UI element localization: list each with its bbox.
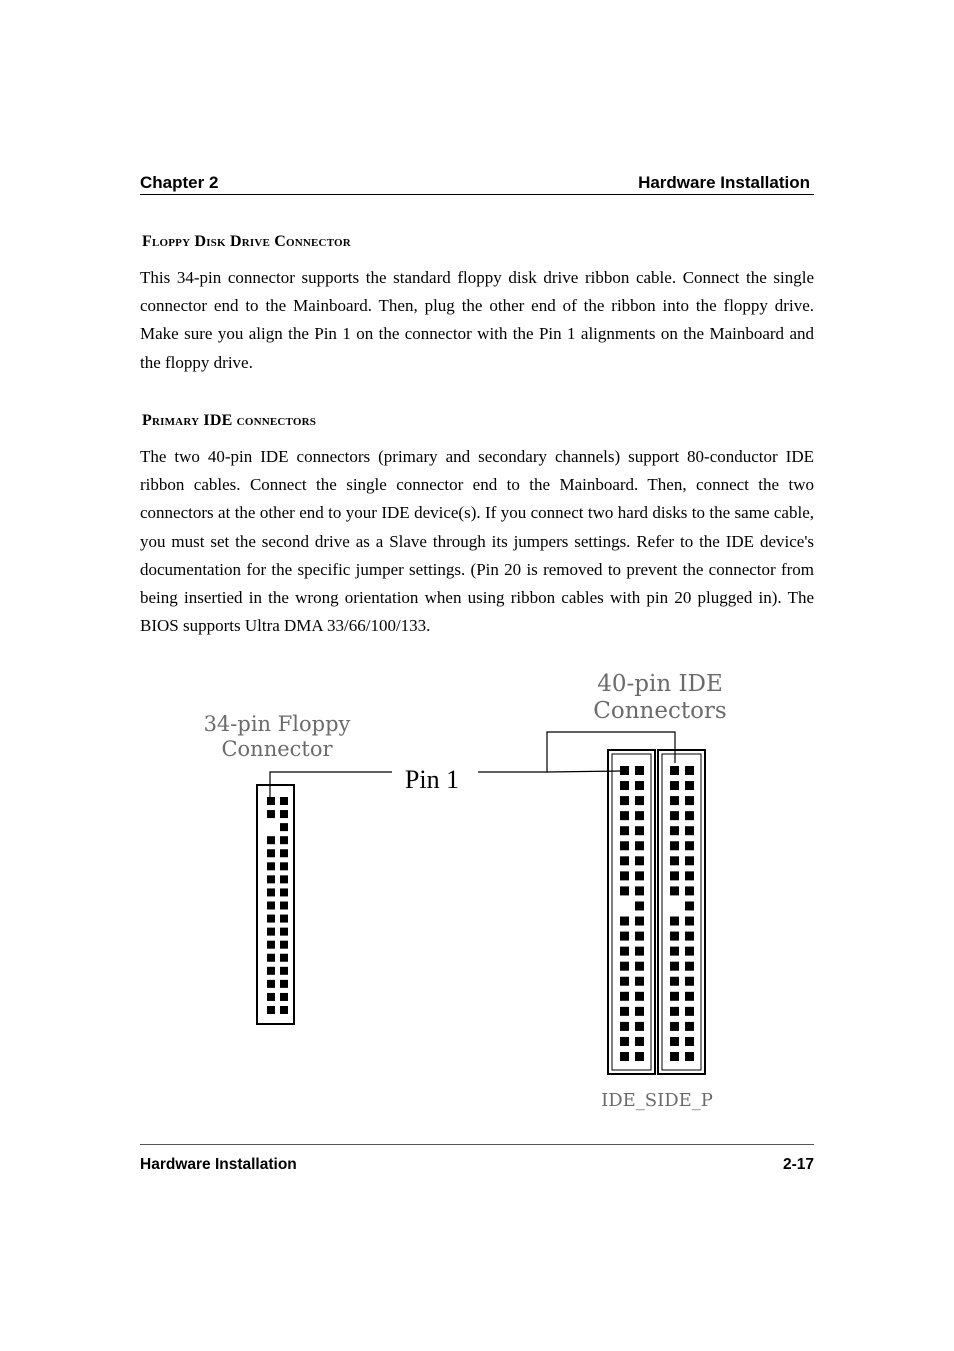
ide-connectors-label-1: 40-pin IDE xyxy=(597,671,723,697)
ide-section-title: Primary IDE connectors xyxy=(142,412,317,429)
section-label: Hardware Installation xyxy=(638,173,810,192)
pin xyxy=(620,1052,629,1061)
pin xyxy=(685,977,694,986)
pin xyxy=(280,888,288,896)
pin xyxy=(685,1007,694,1016)
pin xyxy=(635,901,644,910)
pin xyxy=(280,967,288,975)
pin xyxy=(620,992,629,1001)
pin xyxy=(620,871,629,880)
pin xyxy=(670,917,679,926)
pin xyxy=(685,796,694,805)
pin xyxy=(685,1022,694,1031)
pin xyxy=(685,871,694,880)
pin xyxy=(267,849,275,857)
floppy-paragraph: This 34-pin connector supports the standard floppy disk drive ribbon cable. Connect the single connector end to the Mainboard. Then, plug the other end of the ribbon into the floppy drive. Make sure you align the Pin 1 on the connector with the Pin 1 alignments on the Mainboard and the floppy drive. xyxy=(140,268,814,372)
pin xyxy=(670,841,679,850)
pin xyxy=(635,917,644,926)
pin xyxy=(280,875,288,883)
pin xyxy=(620,766,629,775)
pin xyxy=(670,856,679,865)
ide-1-pin-grid xyxy=(620,766,644,1061)
pin xyxy=(685,841,694,850)
pin xyxy=(635,811,644,820)
pin xyxy=(280,849,288,857)
pin xyxy=(280,810,288,818)
pin xyxy=(267,915,275,923)
pin xyxy=(620,977,629,986)
ide-caption: IDE_SIDE_P xyxy=(601,1090,713,1111)
ide-connectors-label-2: Connectors xyxy=(593,698,727,724)
page-number: 2-17 xyxy=(782,1156,814,1173)
ide-connector-2-body xyxy=(658,750,705,1074)
pin xyxy=(267,888,275,896)
pin xyxy=(635,871,644,880)
pin xyxy=(267,875,275,883)
pin xyxy=(280,915,288,923)
pin xyxy=(670,962,679,971)
pin xyxy=(267,954,275,962)
pin xyxy=(670,871,679,880)
pin xyxy=(620,781,629,790)
pin xyxy=(635,947,644,956)
pin xyxy=(620,826,629,835)
pin xyxy=(620,841,629,850)
pin xyxy=(670,1052,679,1061)
pin xyxy=(670,811,679,820)
pin xyxy=(280,797,288,805)
pin xyxy=(620,886,629,895)
pin xyxy=(267,928,275,936)
pin xyxy=(635,977,644,986)
pin xyxy=(635,1022,644,1031)
floppy-section-title: Floppy Disk Drive Connector xyxy=(142,233,351,250)
pin xyxy=(620,796,629,805)
pin xyxy=(670,977,679,986)
pin xyxy=(620,947,629,956)
pin xyxy=(685,947,694,956)
pin xyxy=(685,1037,694,1046)
pin xyxy=(685,901,694,910)
pin xyxy=(685,766,694,775)
pin xyxy=(280,836,288,844)
pin xyxy=(670,1022,679,1031)
pin xyxy=(685,932,694,941)
pin xyxy=(267,810,275,818)
ide-paragraph: The two 40-pin IDE connectors (primary and secondary channels) support 80-conductor IDE ribbon cables. Connect the single connector end to the Mainboard. Then, connect the two connectors at the other end to your IDE device(s). If you connect two hard disks to the same cable, you must set the second drive as a Slave through its jumpers settings. Refer to the IDE device's documentation for the specific jumper settings. (Pin 20 is removed to prevent the connector from being insertied in the wrong orientation when using ribbon cables with pin 20 plugged in). The BIOS supports Ultra DMA 33/66/100/133. xyxy=(140,447,814,636)
pin xyxy=(670,781,679,790)
pin xyxy=(267,836,275,844)
pin xyxy=(267,862,275,870)
connector-diagram xyxy=(0,665,954,1125)
pin xyxy=(280,980,288,988)
pin xyxy=(670,766,679,775)
pin xyxy=(280,902,288,910)
pin xyxy=(620,932,629,941)
pin xyxy=(685,886,694,895)
pin xyxy=(635,856,644,865)
pin xyxy=(635,1052,644,1061)
pin xyxy=(635,826,644,835)
floppy-pin-grid xyxy=(267,797,288,1014)
pin xyxy=(635,796,644,805)
pin xyxy=(635,766,644,775)
floppy-connector-label-2: Connector xyxy=(221,737,333,761)
pin1-leader-line xyxy=(547,771,622,772)
pin xyxy=(280,954,288,962)
pin xyxy=(685,856,694,865)
pin xyxy=(280,941,288,949)
pin xyxy=(635,886,644,895)
pin xyxy=(685,826,694,835)
pin xyxy=(670,826,679,835)
pin xyxy=(635,1007,644,1016)
pin xyxy=(670,1007,679,1016)
pin xyxy=(635,781,644,790)
pin xyxy=(280,862,288,870)
pin xyxy=(635,841,644,850)
pin xyxy=(280,993,288,1001)
pin xyxy=(267,1006,275,1014)
pin xyxy=(267,902,275,910)
pin xyxy=(620,811,629,820)
pin xyxy=(685,781,694,790)
pin xyxy=(670,886,679,895)
pin xyxy=(620,856,629,865)
pin xyxy=(670,947,679,956)
pin xyxy=(670,992,679,1001)
floppy-connector-body xyxy=(257,785,294,1024)
pin xyxy=(280,928,288,936)
page-footer xyxy=(140,1144,814,1173)
pin xyxy=(685,962,694,971)
pin xyxy=(670,932,679,941)
pin xyxy=(620,1022,629,1031)
pin xyxy=(635,932,644,941)
pin xyxy=(670,1037,679,1046)
chapter-label: Chapter 2 xyxy=(140,173,219,192)
pin xyxy=(685,1052,694,1061)
ide-connector-1-body xyxy=(608,750,655,1074)
pin xyxy=(280,823,288,831)
pin xyxy=(685,917,694,926)
pin xyxy=(267,967,275,975)
pin xyxy=(267,941,275,949)
pin xyxy=(685,811,694,820)
pin1-label: Pin 1 xyxy=(404,765,460,794)
pin xyxy=(635,1037,644,1046)
pin xyxy=(620,1007,629,1016)
pin xyxy=(620,917,629,926)
floppy-connector-label-1: 34-pin Floppy xyxy=(203,712,351,736)
pin xyxy=(635,962,644,971)
pin xyxy=(267,993,275,1001)
pin xyxy=(620,962,629,971)
pin xyxy=(620,1037,629,1046)
pin xyxy=(280,1006,288,1014)
ide-leader-line xyxy=(478,732,675,772)
page-header xyxy=(140,172,814,195)
footer-section: Hardware Installation xyxy=(140,1156,297,1173)
ide-2-pin-grid xyxy=(670,766,694,1061)
pin xyxy=(685,992,694,1001)
pin xyxy=(635,992,644,1001)
pin xyxy=(267,797,275,805)
pin xyxy=(670,796,679,805)
pin xyxy=(267,980,275,988)
